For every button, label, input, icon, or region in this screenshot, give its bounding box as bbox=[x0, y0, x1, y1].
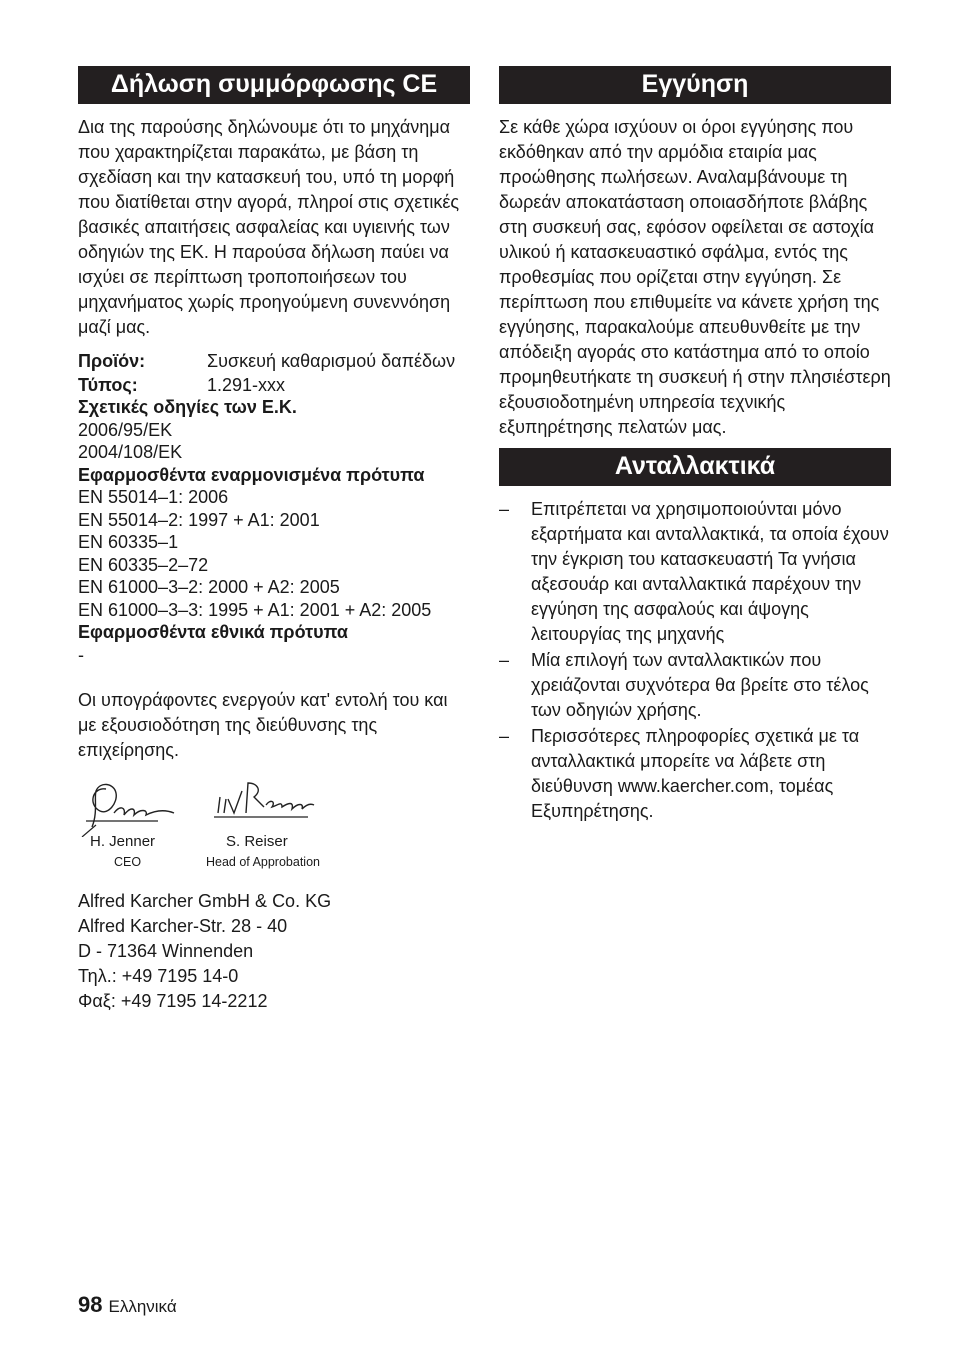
standard-item: EN 60335–2–72 bbox=[78, 554, 209, 575]
company-address bbox=[78, 889, 470, 1014]
dash-bullet: – bbox=[499, 726, 510, 746]
spare-parts-list bbox=[499, 497, 891, 824]
dash-bullet: – bbox=[499, 650, 510, 670]
national-standards-label: Εφαρμοσθέντα εθνικά πρότυπα bbox=[78, 622, 348, 642]
standard-item: EN 60335–1 bbox=[78, 532, 179, 552]
warranty-text: Σε κάθε χώρα ισχύουν οι όροι εγγύησης που εκδόθηκαν από την αρμόδια εταιρία μας προώθησης πωλήσεων. Αναλαμβάνουμε τη δωρεάν αποκατάσταση οποιασδήποτε βλάβης στη συσκευή σας, εφόσον οφείλεται σε αστοχία υλικού ή κατασκευαστικό σφάλμα, εντός της προθεσμίας που ορίζεται στην εγγύηση. Σε περίπτωση που επιθυμείτε να κάνετε χρήση της εγγύησης, παρακαλούμε απευθυνθείτε με την απόδειξη αγοράς στο κατάστημα από το οποίο προμηθευτήκατε τη συσκευή ή στην πλησιέστερη εξουσιοδοτημένη υπηρεσία τεχνικής εξυπηρέτησης πελατών μας. bbox=[499, 117, 891, 437]
list-item bbox=[499, 724, 891, 824]
type-row bbox=[78, 374, 470, 396]
page-footer bbox=[78, 1292, 177, 1318]
standards-label: Εφαρμοσθέντα εναρμονισμένα πρότυπα bbox=[78, 464, 425, 485]
address-line: D - 71364 Winnenden bbox=[78, 941, 254, 961]
standard-item: EN 61000–3–2: 2000 + A2: 2005 bbox=[78, 577, 340, 597]
signature-1-role: CEO bbox=[114, 855, 142, 869]
signature-area bbox=[78, 777, 470, 877]
spare-parts-heading: Ανταλλακτικά bbox=[499, 448, 891, 486]
standard-item: EN 55014–1: 2006 bbox=[78, 487, 229, 507]
address-line: Φαξ: +49 7195 14-2212 bbox=[78, 991, 268, 1011]
ce-declaration-heading: Δήλωση συμμόρφωσης CE bbox=[78, 66, 470, 104]
warranty-heading: Εγγύηση bbox=[499, 66, 891, 104]
product-value: Συσκευή καθαρισμού δαπέδων bbox=[207, 351, 456, 371]
national-standards-value: - bbox=[78, 644, 84, 665]
address-line: Τηλ.: +49 7195 14-0 bbox=[78, 966, 239, 986]
list-item-text: Επιτρέπεται να χρησιμοποιούνται μόνο εξαρτήματα και ανταλλακτικά, τα οποία έχουν την έγκριση του κατασκευαστή Τα γνήσια αξεσουάρ και ανταλλακτικά παρέχουν την εγγύηση της ασφαλούς και άψογης λειτουργίας της μηχανής bbox=[531, 499, 889, 644]
product-label: Προϊόν: bbox=[78, 351, 146, 371]
product-row bbox=[78, 349, 470, 374]
ce-declaration-intro: Δια της παρούσης δηλώνουμε ότι το μηχάνημα που χαρακτηρίζεται παρακάτω, με βάση τη σχεδίαση και την κατασκευή του, υπό τη μορφή που διατίθεται στην αγορά, πληροί στις σχετικές βασικές απαιτήσεις ασφαλείας και υγιεινής των οδηγιών της ΕΚ. Η παρούσα δήλωση παύει να ισχύει σε περίπτωση τροποποιήσεων του μηχανήματος χωρίς προηγούμενη συνεννόηση μαζί μας. bbox=[78, 117, 460, 337]
standard-item: EN 61000–3–3: 1995 + A1: 2001 + A2: 2005 bbox=[78, 599, 432, 620]
signature-2-name: S. Reiser bbox=[226, 833, 288, 850]
right-column bbox=[499, 66, 891, 825]
page-language: Ελληνικά bbox=[108, 1297, 177, 1316]
list-item bbox=[499, 648, 891, 723]
left-column bbox=[78, 66, 470, 1014]
directives-label: Σχετικές οδηγίες των Ε.Κ. bbox=[78, 397, 297, 417]
type-label: Τύπος: bbox=[78, 375, 138, 395]
signature-1-name: H. Jenner bbox=[90, 833, 156, 850]
address-line: Alfred Karcher GmbH & Co. KG bbox=[78, 891, 332, 911]
page-number: 98 bbox=[78, 1292, 103, 1317]
type-value: 1.291-xxx bbox=[207, 375, 286, 395]
signatories-text: Οι υπογράφοντες ενεργούν κατ' εντολή του και με εξουσιοδότηση της διεύθυνσης της επιχείρησης. bbox=[78, 690, 448, 760]
spec-block bbox=[78, 349, 470, 666]
list-item-text: Περισσότερες πληροφορίες σχετικά με τα ανταλλακτικά μπορείτε να λάβετε στη διεύθυνση www.kaercher.com, τομέας Εξυπηρέτησης. bbox=[531, 726, 860, 821]
address-line: Alfred Karcher-Str. 28 - 40 bbox=[78, 916, 288, 936]
standard-item: EN 55014–2: 1997 + A1: 2001 bbox=[78, 509, 320, 530]
signature-2-role: Head of Approbation bbox=[206, 855, 320, 869]
dash-bullet: – bbox=[499, 499, 510, 519]
directive-item: 2004/108/EK bbox=[78, 442, 183, 462]
signatures-image bbox=[78, 777, 358, 837]
directive-item: 2006/95/EK bbox=[78, 419, 173, 440]
list-item bbox=[499, 497, 891, 647]
list-item-text: Μία επιλογή των ανταλλακτικών που χρειάζονται συχνότερα θα βρείτε στο τέλος των οδηγιών χρήσης. bbox=[531, 650, 869, 720]
